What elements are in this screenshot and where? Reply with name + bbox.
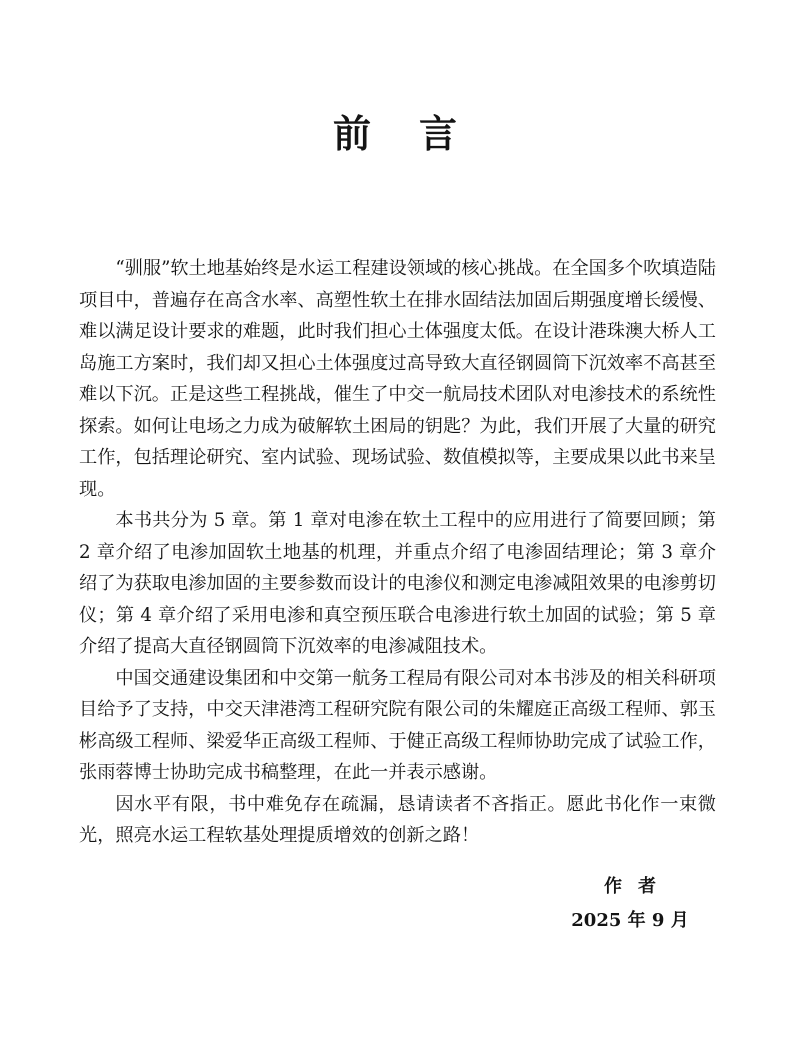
- paragraph-2: 本书共分为 5 章。第 1 章对电渗在软土工程中的应用进行了简要回顾；第 2 章介绍了电渗加固软土地基的机理，并重点介绍了电渗固结理论；第 3 章介绍了为获取电渗加固的主要参数而设计的电渗仪和测定电渗减阻效果的电渗剪切仪；第 4 章介绍了采用电渗和真空预压联合电渗进行软土加固的试验；第 5 章介绍了提高大直径钢圆筒下沉效率的电渗减阻技术。: [79, 510, 716, 657]
- page-title: 前言: [332, 112, 505, 156]
- publication-date: 2025 年 9 月: [571, 910, 689, 931]
- author-signature: 作者: [604, 876, 672, 897]
- paragraph-3: 中国交通建设集团和中交第一航务工程局有限公司对本书涉及的相关科研项目给予了支持，中交天津港湾工程研究院有限公司的朱耀庭正高级工程师、郭玉彬高级工程师、梁爱华正高级工程师、于健正高级工程师协助完成了试验工作，张雨蓉博士协助完成书稿整理，在此一并表示感谢。: [79, 667, 716, 783]
- preface-body: [79, 253, 716, 852]
- paragraph-4: 因水平有限，书中难免存在疏漏，恳请读者不吝指正。愿此书化作一束微光，照亮水运工程软基处理提质增效的创新之路！: [79, 793, 716, 846]
- paragraph-1: “驯服”软土地基始终是水运工程建设领域的核心挑战。在全国多个吹填造陆项目中，普遍存在高含水率、高塑性软土在排水固结法加固后期强度增长缓慢、难以满足设计要求的难题，此时我们担心土体强度太低。在设计港珠澳大桥人工岛施工方案时，我们却又担心土体强度过高导致大直径钢圆筒下沉效率不高甚至难以下沉。正是这些工程挑战，催生了中交一航局技术团队对电渗技术的系统性探索。如何让电场之力成为破解软土困局的钥匙？为此，我们开展了大量的研究工作，包括理论研究、室内试验、现场试验、数值模拟等，主要成果以此书来呈现。: [79, 258, 716, 500]
